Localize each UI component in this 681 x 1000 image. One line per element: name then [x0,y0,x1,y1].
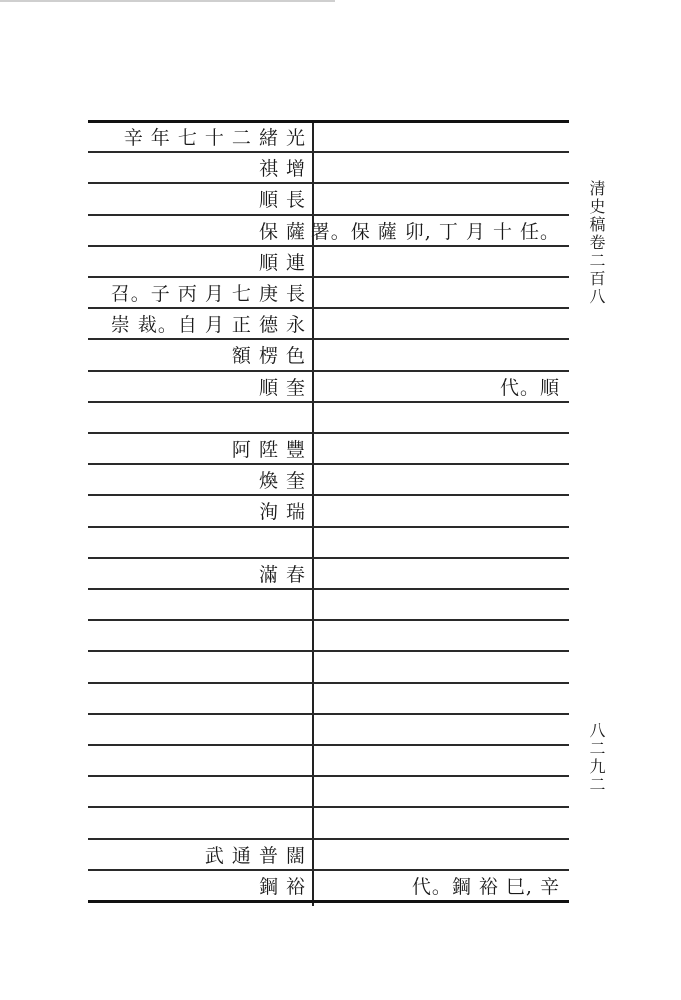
row-right-cell [320,527,564,558]
row-left-cell [94,651,310,682]
row-right-cell [320,745,564,776]
table-row [88,558,569,589]
table-row [88,683,569,714]
table-row [88,339,569,370]
row-left-cell [94,402,310,433]
table-row [88,620,569,651]
table-row [88,714,569,745]
row-left-cell [94,527,310,558]
row-right-cell [320,714,564,745]
row-right-cell [320,121,564,152]
table-row [88,839,569,870]
row-left-cell [94,776,310,807]
row-left-cell: 保 薩 [258,221,306,243]
table-row [88,308,569,339]
table-row [88,371,569,402]
row-left-cell [94,589,310,620]
row-right-cell [320,152,564,183]
row-left-cell: 祺 增 [258,158,306,180]
row-right-cell [320,558,564,589]
row-left-cell: 洵 瑞 [258,501,306,523]
row-right-cell [320,683,564,714]
row-right-cell [320,246,564,277]
table-row [88,152,569,183]
table-row [88,776,569,807]
row-right-cell [320,277,564,308]
row-left-cell: 順 連 [258,252,306,274]
row-left-cell [94,620,310,651]
margin-page-number: 八二九二 [587,722,606,794]
margin-volume-title: 清史稿卷二百八 [587,180,606,306]
row-left-cell: 鋼 裕 [258,876,306,898]
table-row [88,807,569,838]
row-left-cell: 順 奎 [258,377,306,399]
row-right-cell [320,308,564,339]
row-left-cell: 煥 奎 [258,470,306,492]
table-row [88,215,569,246]
row-right-cell [320,464,564,495]
table-row [88,464,569,495]
top-edge-rule [0,0,335,2]
row-right-cell: 代。鋼 裕 巳, 辛 [411,876,560,898]
row-right-cell: 署。保 薩 卯, 丁 月 十 任。 [310,221,560,243]
row-left-cell: 武 通 普 闊 [204,845,306,867]
table-row [88,870,569,901]
row-right-cell: 代。順 [499,377,560,399]
table-row [88,433,569,464]
row-right-cell [320,402,564,433]
row-right-cell [320,651,564,682]
table-row [88,183,569,214]
row-left-cell: 辛 年 七 十 二 緒 光 [123,127,306,149]
table-row [88,495,569,526]
table-row [88,745,569,776]
official-roster-table [88,120,569,906]
table-row [88,589,569,620]
table-row [88,121,569,152]
row-left-cell: 額 楞 色 [231,345,306,367]
table-row [88,402,569,433]
row-right-cell [320,183,564,214]
row-right-cell [320,433,564,464]
row-right-cell [320,620,564,651]
table-row [88,527,569,558]
table-row [88,651,569,682]
row-left-cell [94,683,310,714]
row-left-cell [94,807,310,838]
table-row [88,246,569,277]
row-left-cell: 滿 春 [258,564,306,586]
row-left-cell [94,714,310,745]
row-left-cell: 召。子 丙 月 七 庚 長 [110,283,306,305]
row-right-cell [320,495,564,526]
row-left-cell: 順 長 [258,189,306,211]
row-right-cell [320,589,564,620]
row-right-cell [320,776,564,807]
table-row [88,277,569,308]
row-right-cell [320,807,564,838]
row-left-cell: 崇 裁。自 月 正 德 永 [110,314,306,336]
row-left-cell [94,745,310,776]
row-left-cell: 阿 陞 豐 [231,439,306,461]
row-right-cell [320,839,564,870]
row-right-cell [320,339,564,370]
